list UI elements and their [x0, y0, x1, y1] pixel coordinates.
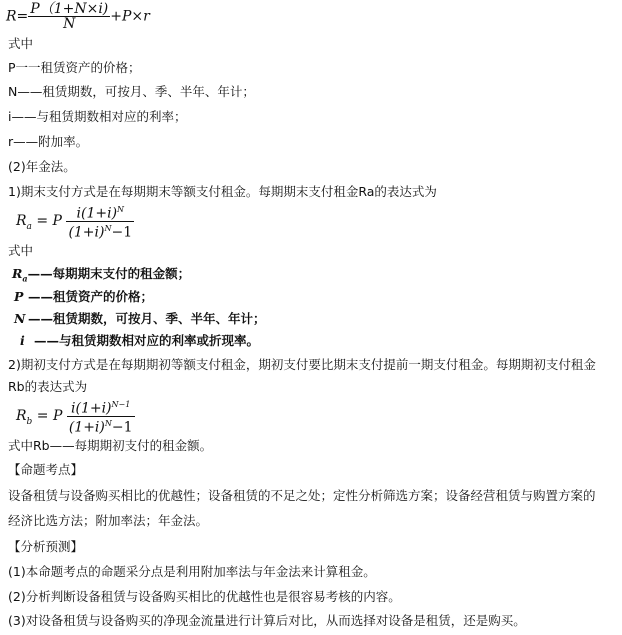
- formula-denominator: [66, 222, 134, 240]
- definition-var: [12, 266, 28, 287]
- formula-tail: +P×r: [110, 8, 150, 25]
- formula-denominator: N: [63, 16, 76, 32]
- text-line: 式中: [8, 243, 34, 258]
- numerator-text: i(1+i): [76, 205, 118, 222]
- definition-ra: [12, 266, 190, 287]
- denominator-exponent: N: [104, 418, 112, 428]
- numerator-text: i(1+i): [71, 400, 112, 417]
- text-line: N——租赁期数，可按月、季、半年、年计；: [8, 84, 255, 99]
- formula-equals: = P: [36, 408, 63, 425]
- definition-i: [20, 333, 259, 349]
- text-line: 2)期初支付方式是在每期期初等额支付租金，期初支付要比期末支付提前一期支付租金。每期期初支付租金: [8, 357, 596, 372]
- section-heading: 【命题考点】: [8, 462, 84, 477]
- definition-var: P: [14, 289, 24, 304]
- denominator-text: (1+i): [68, 419, 105, 436]
- definition-p: [14, 289, 153, 305]
- formula-numerator: [66, 203, 134, 222]
- text-line: 1)期末支付方式是在每期期末等额支付租金。每期期末支付租金Ra的表达式为: [8, 184, 437, 199]
- formula-fraction: [28, 2, 110, 31]
- text-line: r——附加率。: [8, 134, 89, 149]
- denominator-exponent: N: [104, 223, 112, 233]
- numerator-exponent: N: [117, 205, 125, 214]
- numerator-exponent: N−1: [111, 400, 131, 409]
- definition-var: N: [14, 311, 26, 326]
- definition-text: ——租赁期数，可按月、季、半年、年计；: [28, 311, 266, 326]
- text-line: (3)对设备租赁与设备购买的净现金流量进行计算后对比，从而选择对设备是租赁，还是购买。: [8, 613, 526, 628]
- formula-lhs: R: [6, 8, 17, 25]
- text-line: (2)年金法。: [8, 159, 76, 174]
- formula-lhs: R: [16, 213, 27, 230]
- text-line: 设备租赁与设备购买相比的优越性；设备租赁的不足之处；定性分析筛选方案；设备经营租赁与购置方案的: [8, 488, 596, 503]
- formula-annuity-begin: [16, 398, 135, 434]
- var-subscript: a: [22, 273, 28, 284]
- definition-text: ——租赁资产的价格；: [28, 289, 154, 304]
- denominator-tail: −1: [111, 224, 133, 241]
- denominator-text: (1+i): [68, 224, 105, 241]
- denominator-tail: −1: [111, 419, 133, 436]
- var-letter: R: [12, 266, 23, 281]
- formula-numerator: [67, 398, 135, 417]
- text-line: 式中: [8, 36, 34, 51]
- definition-var: i: [20, 333, 25, 348]
- formula-additional-rate: [6, 2, 150, 31]
- text-line: (2)分析判断设备租赁与设备购买相比的优越性也是很容易考核的内容。: [8, 589, 401, 604]
- formula-fraction: [67, 398, 135, 434]
- formula-equals: = P: [36, 213, 62, 230]
- text-line: P一一租赁资产的价格；: [8, 60, 141, 75]
- definition-text: ——与租赁期数相对应的利率或折现率。: [34, 333, 260, 348]
- section-heading: 【分析预测】: [8, 539, 84, 554]
- formula-annuity-end: [16, 203, 134, 239]
- definition-text: ——每期期末支付的租金额；: [27, 266, 191, 281]
- formula-subscript: a: [26, 221, 32, 232]
- formula-lhs: R: [16, 408, 27, 425]
- formula-subscript: b: [26, 416, 33, 427]
- text-line: Rb的表达式为: [8, 379, 88, 394]
- formula-numerator: P（1+N×i): [30, 1, 109, 17]
- definition-n: [14, 311, 266, 327]
- text-line: i——与租赁期数相对应的利率；: [8, 109, 187, 124]
- text-line: (1)本命题考点的命题采分点是利用附加率法与年金法来计算租金。: [8, 564, 376, 579]
- text-line: 式中Rb——每期期初支付的租金额。: [8, 438, 213, 453]
- formula-equals: =: [16, 8, 29, 25]
- text-line: 经济比选方法；附加率法；年金法。: [8, 513, 209, 528]
- formula-fraction: [66, 203, 134, 239]
- formula-denominator: [67, 417, 135, 435]
